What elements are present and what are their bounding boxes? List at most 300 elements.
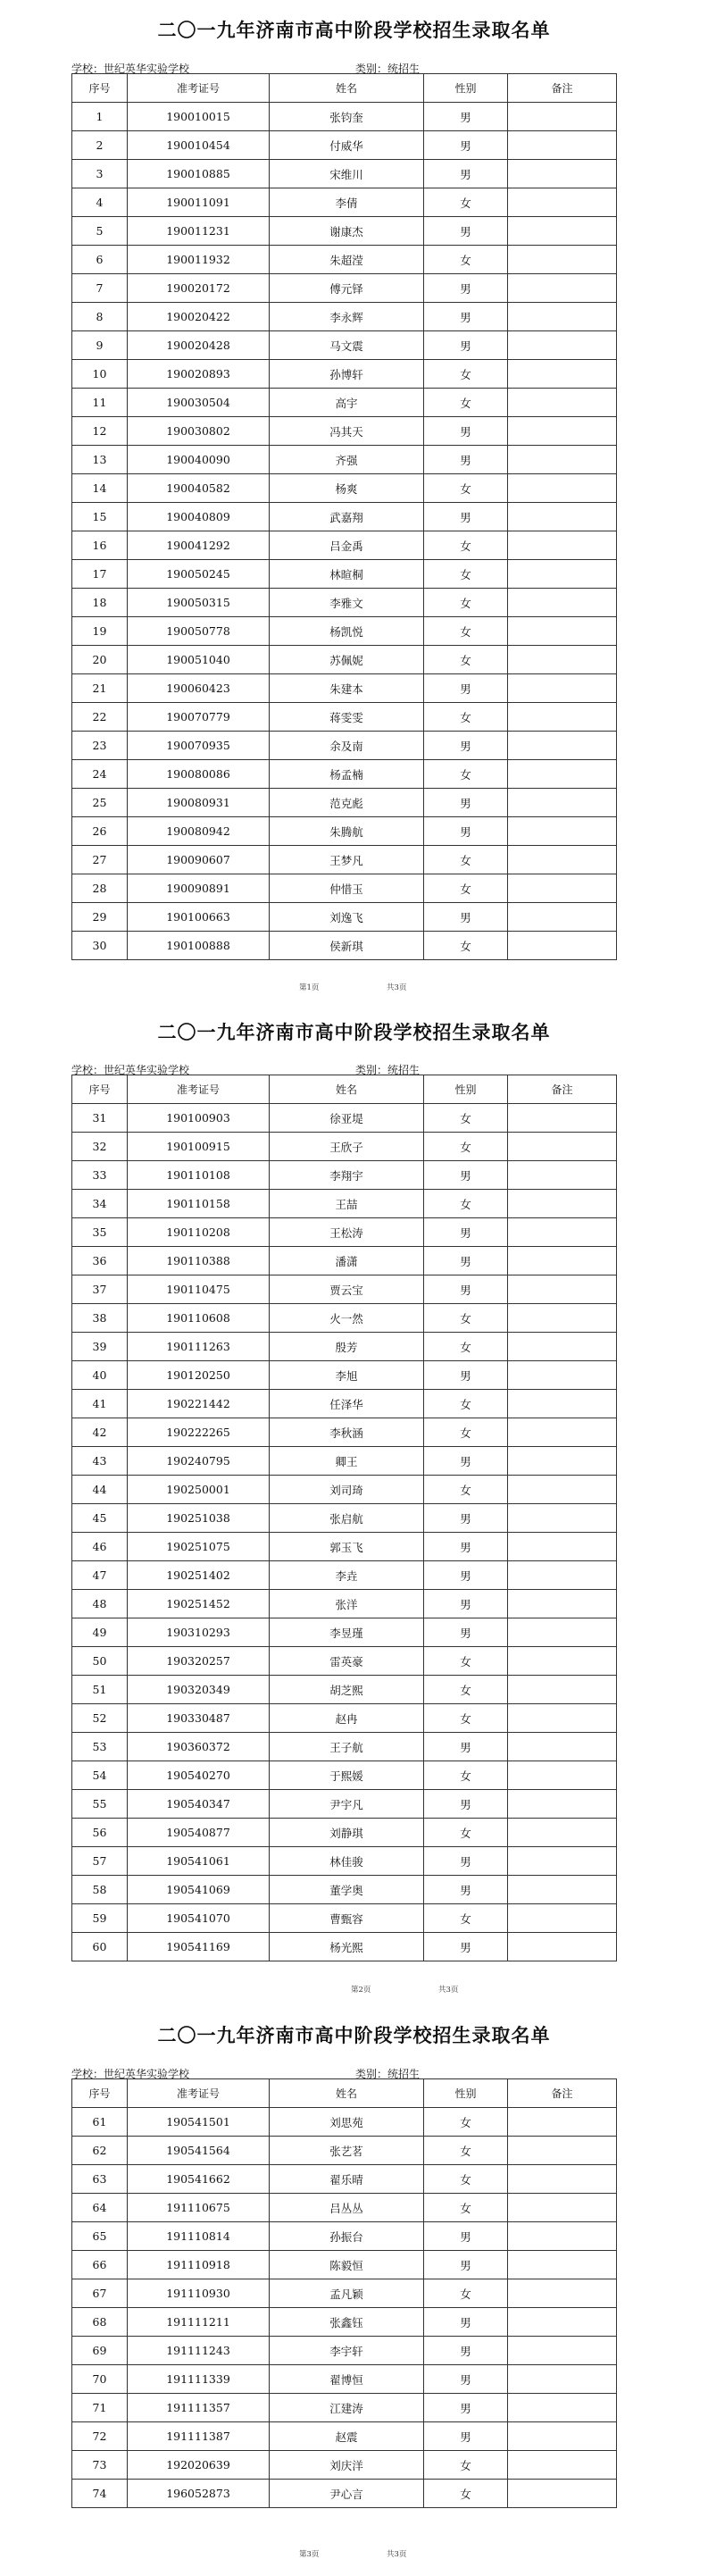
gender-cell: 女 <box>424 2165 508 2194</box>
category-label: 类别：统招生 <box>355 2068 421 2080</box>
name-cell: 翟乐晴 <box>270 2165 424 2194</box>
seq-cell: 52 <box>72 1704 128 1733</box>
name-cell: 朱建本 <box>270 674 424 703</box>
table-row <box>72 1161 617 1190</box>
gender-cell: 女 <box>424 1418 508 1447</box>
exam-id-cell: 190020172 <box>128 274 270 303</box>
gender-cell: 女 <box>424 874 508 903</box>
table-row <box>72 1218 617 1247</box>
gender-cell: 男 <box>424 217 508 246</box>
seq-cell: 25 <box>72 789 128 817</box>
seq-cell: 36 <box>72 1247 128 1275</box>
exam-id-cell: 190251038 <box>128 1504 270 1533</box>
table-row <box>72 1733 617 1761</box>
table-row <box>72 1819 617 1847</box>
name-cell: 杨凯悦 <box>270 617 424 646</box>
name-cell: 孙振台 <box>270 2222 424 2251</box>
school-label: 学校：世纪英华实验学校 <box>71 1064 190 1076</box>
remark-cell <box>508 1704 617 1733</box>
exam-id-cell: 190120250 <box>128 1361 270 1390</box>
table-row <box>72 503 617 531</box>
name-cell: 陈毅恒 <box>270 2251 424 2279</box>
gender-cell: 男 <box>424 1275 508 1304</box>
exam-id-cell: 190320349 <box>128 1676 270 1704</box>
table-row <box>72 188 617 217</box>
table-row <box>72 2137 617 2165</box>
name-cell: 朱腾航 <box>270 817 424 846</box>
seq-cell: 17 <box>72 560 128 589</box>
remark-cell <box>508 2365 617 2394</box>
seq-cell: 73 <box>72 2451 128 2480</box>
footer-page-number: 第2页 <box>351 1986 371 1995</box>
table-row <box>72 1590 617 1618</box>
remark-cell <box>508 446 617 474</box>
name-cell: 胡芝熙 <box>270 1676 424 1704</box>
remark-cell <box>508 789 617 817</box>
seq-cell: 68 <box>72 2308 128 2337</box>
table-row <box>72 817 617 846</box>
seq-cell: 72 <box>72 2422 128 2451</box>
exam-id-cell: 190541564 <box>128 2137 270 2165</box>
seq-cell: 71 <box>72 2394 128 2422</box>
header-seq: 序号 <box>72 74 128 103</box>
remark-cell <box>508 2165 617 2194</box>
seq-cell: 7 <box>72 274 128 303</box>
seq-cell: 57 <box>72 1847 128 1876</box>
exam-id-cell: 190541069 <box>128 1876 270 1904</box>
remark-cell <box>508 1904 617 1933</box>
table-row <box>72 1847 617 1876</box>
exam-id-cell: 190540270 <box>128 1761 270 1790</box>
name-cell: 余及南 <box>270 732 424 760</box>
footer-page-number: 第1页 <box>299 983 320 992</box>
gender-cell: 女 <box>424 760 508 789</box>
remark-cell <box>508 503 617 531</box>
remark-cell <box>508 531 617 560</box>
exam-id-cell: 190040582 <box>128 474 270 503</box>
exam-id-cell: 190100915 <box>128 1133 270 1161</box>
gender-cell: 女 <box>424 1476 508 1504</box>
remark-cell <box>508 131 617 160</box>
table-row <box>72 589 617 617</box>
exam-id-cell: 190050245 <box>128 560 270 589</box>
admission-table <box>71 1075 617 1961</box>
name-cell: 李永辉 <box>270 303 424 331</box>
name-cell: 杨爽 <box>270 474 424 503</box>
gender-cell: 女 <box>424 703 508 732</box>
name-cell: 侯新琪 <box>270 932 424 960</box>
remark-cell <box>508 360 617 389</box>
exam-id-cell: 196052873 <box>128 2480 270 2508</box>
remark-cell <box>508 817 617 846</box>
table-row <box>72 360 617 389</box>
exam-id-cell: 190050315 <box>128 589 270 617</box>
seq-cell: 19 <box>72 617 128 646</box>
table-header-row <box>72 74 617 103</box>
table-row <box>72 1390 617 1418</box>
table-header-row <box>72 2079 617 2108</box>
remark-cell <box>508 274 617 303</box>
table-row <box>72 646 617 674</box>
remark-cell <box>508 1361 617 1390</box>
exam-id-cell: 191111387 <box>128 2422 270 2451</box>
name-cell: 李垚 <box>270 1561 424 1590</box>
remark-cell <box>508 474 617 503</box>
gender-cell: 女 <box>424 932 508 960</box>
seq-cell: 34 <box>72 1190 128 1218</box>
table-row <box>72 1676 617 1704</box>
table-row <box>72 2251 617 2279</box>
remark-cell <box>508 417 617 446</box>
table-row <box>72 2108 617 2137</box>
table-row <box>72 560 617 589</box>
remark-cell <box>508 1418 617 1447</box>
name-cell: 傅元铎 <box>270 274 424 303</box>
seq-cell: 29 <box>72 903 128 932</box>
remark-cell <box>508 1761 617 1790</box>
table-row <box>72 217 617 246</box>
seq-cell: 24 <box>72 760 128 789</box>
exam-id-cell: 191110918 <box>128 2251 270 2279</box>
table-row <box>72 617 617 646</box>
gender-cell: 男 <box>424 732 508 760</box>
remark-cell <box>508 874 617 903</box>
remark-cell <box>508 732 617 760</box>
seq-cell: 2 <box>72 131 128 160</box>
seq-cell: 74 <box>72 2480 128 2508</box>
exam-id-cell: 190010454 <box>128 131 270 160</box>
remark-cell <box>508 331 617 360</box>
exam-id-cell: 190222265 <box>128 1418 270 1447</box>
exam-id-cell: 190050778 <box>128 617 270 646</box>
gender-cell: 女 <box>424 1333 508 1361</box>
remark-cell <box>508 1933 617 1961</box>
gender-cell: 男 <box>424 2308 508 2337</box>
exam-id-cell: 190310293 <box>128 1618 270 1647</box>
exam-id-cell: 190110208 <box>128 1218 270 1247</box>
seq-cell: 41 <box>72 1390 128 1418</box>
seq-cell: 22 <box>72 703 128 732</box>
remark-cell <box>508 1447 617 1476</box>
remark-cell <box>508 2279 617 2308</box>
gender-cell: 男 <box>424 1161 508 1190</box>
admission-table <box>71 2078 617 2508</box>
name-cell: 朱超滢 <box>270 246 424 274</box>
table-row <box>72 2279 617 2308</box>
exam-id-cell: 190080086 <box>128 760 270 789</box>
name-cell: 杨光熙 <box>270 1933 424 1961</box>
header-remark: 备注 <box>508 1075 617 1104</box>
remark-cell <box>508 1790 617 1819</box>
seq-cell: 62 <box>72 2137 128 2165</box>
gender-cell: 男 <box>424 2394 508 2422</box>
name-cell: 雷英豪 <box>270 1647 424 1676</box>
gender-cell: 男 <box>424 1504 508 1533</box>
header-gender: 性别 <box>424 74 508 103</box>
table-row <box>72 2394 617 2422</box>
exam-id-cell: 190060423 <box>128 674 270 703</box>
name-cell: 李倩 <box>270 188 424 217</box>
remark-cell <box>508 103 617 131</box>
seq-cell: 46 <box>72 1533 128 1561</box>
name-cell: 张启航 <box>270 1504 424 1533</box>
exam-id-cell: 191111243 <box>128 2337 270 2365</box>
table-row <box>72 2194 617 2222</box>
name-cell: 刘庆洋 <box>270 2451 424 2480</box>
gender-cell: 女 <box>424 1647 508 1676</box>
gender-cell: 男 <box>424 2365 508 2394</box>
table-row <box>72 1533 617 1561</box>
exam-id-cell: 190100888 <box>128 932 270 960</box>
name-cell: 李翔宇 <box>270 1161 424 1190</box>
seq-cell: 61 <box>72 2108 128 2137</box>
exam-id-cell: 190541070 <box>128 1904 270 1933</box>
name-cell: 曹甄容 <box>270 1904 424 1933</box>
remark-cell <box>508 303 617 331</box>
name-cell: 孙博轩 <box>270 360 424 389</box>
gender-cell: 男 <box>424 817 508 846</box>
header-name: 姓名 <box>270 2079 424 2108</box>
category-label: 类别：统招生 <box>355 1064 421 1076</box>
seq-cell: 4 <box>72 188 128 217</box>
gender-cell: 男 <box>424 2422 508 2451</box>
seq-cell: 26 <box>72 817 128 846</box>
gender-cell: 女 <box>424 1761 508 1790</box>
table-row <box>72 389 617 417</box>
remark-cell <box>508 1647 617 1676</box>
exam-id-cell: 190020893 <box>128 360 270 389</box>
name-cell: 翟博恒 <box>270 2365 424 2394</box>
exam-id-cell: 190320257 <box>128 1647 270 1676</box>
table-row <box>72 1618 617 1647</box>
seq-cell: 5 <box>72 217 128 246</box>
seq-cell: 56 <box>72 1819 128 1847</box>
header-gender: 性别 <box>424 1075 508 1104</box>
table-row <box>72 1133 617 1161</box>
table-row <box>72 674 617 703</box>
exam-id-cell: 191110814 <box>128 2222 270 2251</box>
name-cell: 于熙媛 <box>270 1761 424 1790</box>
exam-id-cell: 191111339 <box>128 2365 270 2394</box>
exam-id-cell: 190011231 <box>128 217 270 246</box>
table-row <box>72 1333 617 1361</box>
remark-cell <box>508 2451 617 2480</box>
table-row <box>72 303 617 331</box>
name-cell: 赵冉 <box>270 1704 424 1733</box>
table-row <box>72 2308 617 2337</box>
name-cell: 齐强 <box>270 446 424 474</box>
gender-cell: 女 <box>424 1904 508 1933</box>
name-cell: 仲惜玉 <box>270 874 424 903</box>
table-row <box>72 1790 617 1819</box>
seq-cell: 43 <box>72 1447 128 1476</box>
exam-id-cell: 190100663 <box>128 903 270 932</box>
page-title: 二〇一九年济南市高中阶段学校招生录取名单 <box>157 1021 551 1043</box>
exam-id-cell: 191111211 <box>128 2308 270 2337</box>
table-row <box>72 2480 617 2508</box>
seq-cell: 10 <box>72 360 128 389</box>
table-row <box>72 531 617 560</box>
remark-cell <box>508 2108 617 2137</box>
exam-id-cell: 190020422 <box>128 303 270 331</box>
name-cell: 高宇 <box>270 389 424 417</box>
remark-cell <box>508 2337 617 2365</box>
seq-cell: 58 <box>72 1876 128 1904</box>
exam-id-cell: 190080931 <box>128 789 270 817</box>
name-cell: 林佳骏 <box>270 1847 424 1876</box>
table-row <box>72 103 617 131</box>
exam-id-cell: 190010885 <box>128 160 270 188</box>
table-row <box>72 331 617 360</box>
table-row <box>72 1561 617 1590</box>
seq-cell: 30 <box>72 932 128 960</box>
seq-cell: 12 <box>72 417 128 446</box>
name-cell: 孟凡颖 <box>270 2279 424 2308</box>
gender-cell: 男 <box>424 1218 508 1247</box>
seq-cell: 23 <box>72 732 128 760</box>
gender-cell: 女 <box>424 1304 508 1333</box>
table-row <box>72 1361 617 1390</box>
exam-id-cell: 190250001 <box>128 1476 270 1504</box>
gender-cell: 男 <box>424 789 508 817</box>
exam-id-cell: 190251452 <box>128 1590 270 1618</box>
gender-cell: 男 <box>424 1561 508 1590</box>
seq-cell: 55 <box>72 1790 128 1819</box>
gender-cell: 女 <box>424 1676 508 1704</box>
remark-cell <box>508 1304 617 1333</box>
seq-cell: 48 <box>72 1590 128 1618</box>
gender-cell: 男 <box>424 103 508 131</box>
exam-id-cell: 190540347 <box>128 1790 270 1819</box>
table-row <box>72 1418 617 1447</box>
gender-cell: 女 <box>424 617 508 646</box>
seq-cell: 39 <box>72 1333 128 1361</box>
remark-cell <box>508 2480 617 2508</box>
exam-id-cell: 190110388 <box>128 1247 270 1275</box>
remark-cell <box>508 617 617 646</box>
table-row <box>72 846 617 874</box>
exam-id-cell: 191110930 <box>128 2279 270 2308</box>
exam-id-cell: 190040809 <box>128 503 270 531</box>
name-cell: 刘逸飞 <box>270 903 424 932</box>
exam-id-cell: 190110158 <box>128 1190 270 1218</box>
name-cell: 潘潇 <box>270 1247 424 1275</box>
name-cell: 谢康杰 <box>270 217 424 246</box>
name-cell: 马文震 <box>270 331 424 360</box>
exam-id-cell: 190541169 <box>128 1933 270 1961</box>
gender-cell: 女 <box>424 1190 508 1218</box>
name-cell: 武嘉翔 <box>270 503 424 531</box>
seq-cell: 45 <box>72 1504 128 1533</box>
remark-cell <box>508 1390 617 1418</box>
gender-cell: 男 <box>424 1790 508 1819</box>
remark-cell <box>508 160 617 188</box>
table-row <box>72 903 617 932</box>
exam-id-cell: 190240795 <box>128 1447 270 1476</box>
remark-cell <box>508 674 617 703</box>
table-row <box>72 789 617 817</box>
table-row <box>72 2165 617 2194</box>
gender-cell: 女 <box>424 360 508 389</box>
seq-cell: 63 <box>72 2165 128 2194</box>
remark-cell <box>508 932 617 960</box>
exam-id-cell: 190090891 <box>128 874 270 903</box>
name-cell: 苏佩妮 <box>270 646 424 674</box>
exam-id-cell: 190251075 <box>128 1533 270 1561</box>
seq-cell: 69 <box>72 2337 128 2365</box>
table-row <box>72 1704 617 1733</box>
table-row <box>72 246 617 274</box>
remark-cell <box>508 1218 617 1247</box>
seq-cell: 14 <box>72 474 128 503</box>
exam-id-cell: 190051040 <box>128 646 270 674</box>
exam-id-cell: 190110475 <box>128 1275 270 1304</box>
seq-cell: 50 <box>72 1647 128 1676</box>
exam-id-cell: 190041292 <box>128 531 270 560</box>
seq-cell: 13 <box>72 446 128 474</box>
seq-cell: 64 <box>72 2194 128 2222</box>
remark-cell <box>508 646 617 674</box>
school-label: 学校：世纪英华实验学校 <box>71 63 190 75</box>
remark-cell <box>508 246 617 274</box>
admission-table <box>71 73 617 960</box>
seq-cell: 42 <box>72 1418 128 1447</box>
gender-cell: 男 <box>424 1733 508 1761</box>
name-cell: 刘司琦 <box>270 1476 424 1504</box>
seq-cell: 40 <box>72 1361 128 1390</box>
gender-cell: 女 <box>424 1104 508 1133</box>
table-row <box>72 160 617 188</box>
gender-cell: 男 <box>424 160 508 188</box>
table-row <box>72 1504 617 1533</box>
exam-id-cell: 191110675 <box>128 2194 270 2222</box>
table-row <box>72 1904 617 1933</box>
name-cell: 刘静琪 <box>270 1819 424 1847</box>
header-exam-id: 准考证号 <box>128 74 270 103</box>
name-cell: 吕金禹 <box>270 531 424 560</box>
remark-cell <box>508 2251 617 2279</box>
remark-cell <box>508 1133 617 1161</box>
exam-id-cell: 190330487 <box>128 1704 270 1733</box>
exam-id-cell: 190110108 <box>128 1161 270 1190</box>
gender-cell: 女 <box>424 1819 508 1847</box>
exam-id-cell: 190541662 <box>128 2165 270 2194</box>
header-exam-id: 准考证号 <box>128 1075 270 1104</box>
header-remark: 备注 <box>508 74 617 103</box>
remark-cell <box>508 1247 617 1275</box>
name-cell: 江建涛 <box>270 2394 424 2422</box>
name-cell: 李秋涵 <box>270 1418 424 1447</box>
remark-cell <box>508 1618 617 1647</box>
seq-cell: 60 <box>72 1933 128 1961</box>
table-row <box>72 874 617 903</box>
exam-id-cell: 190070779 <box>128 703 270 732</box>
table-row <box>72 703 617 732</box>
footer-total-pages: 共3页 <box>387 2550 407 2559</box>
remark-cell <box>508 1504 617 1533</box>
gender-cell: 男 <box>424 417 508 446</box>
footer-total-pages: 共3页 <box>438 1986 459 1995</box>
gender-cell: 男 <box>424 1361 508 1390</box>
remark-cell <box>508 1533 617 1561</box>
table-row <box>72 2422 617 2451</box>
seq-cell: 54 <box>72 1761 128 1790</box>
exam-id-cell: 190011932 <box>128 246 270 274</box>
name-cell: 贾云宝 <box>270 1275 424 1304</box>
header-seq: 序号 <box>72 1075 128 1104</box>
gender-cell: 女 <box>424 2279 508 2308</box>
gender-cell: 男 <box>424 1590 508 1618</box>
